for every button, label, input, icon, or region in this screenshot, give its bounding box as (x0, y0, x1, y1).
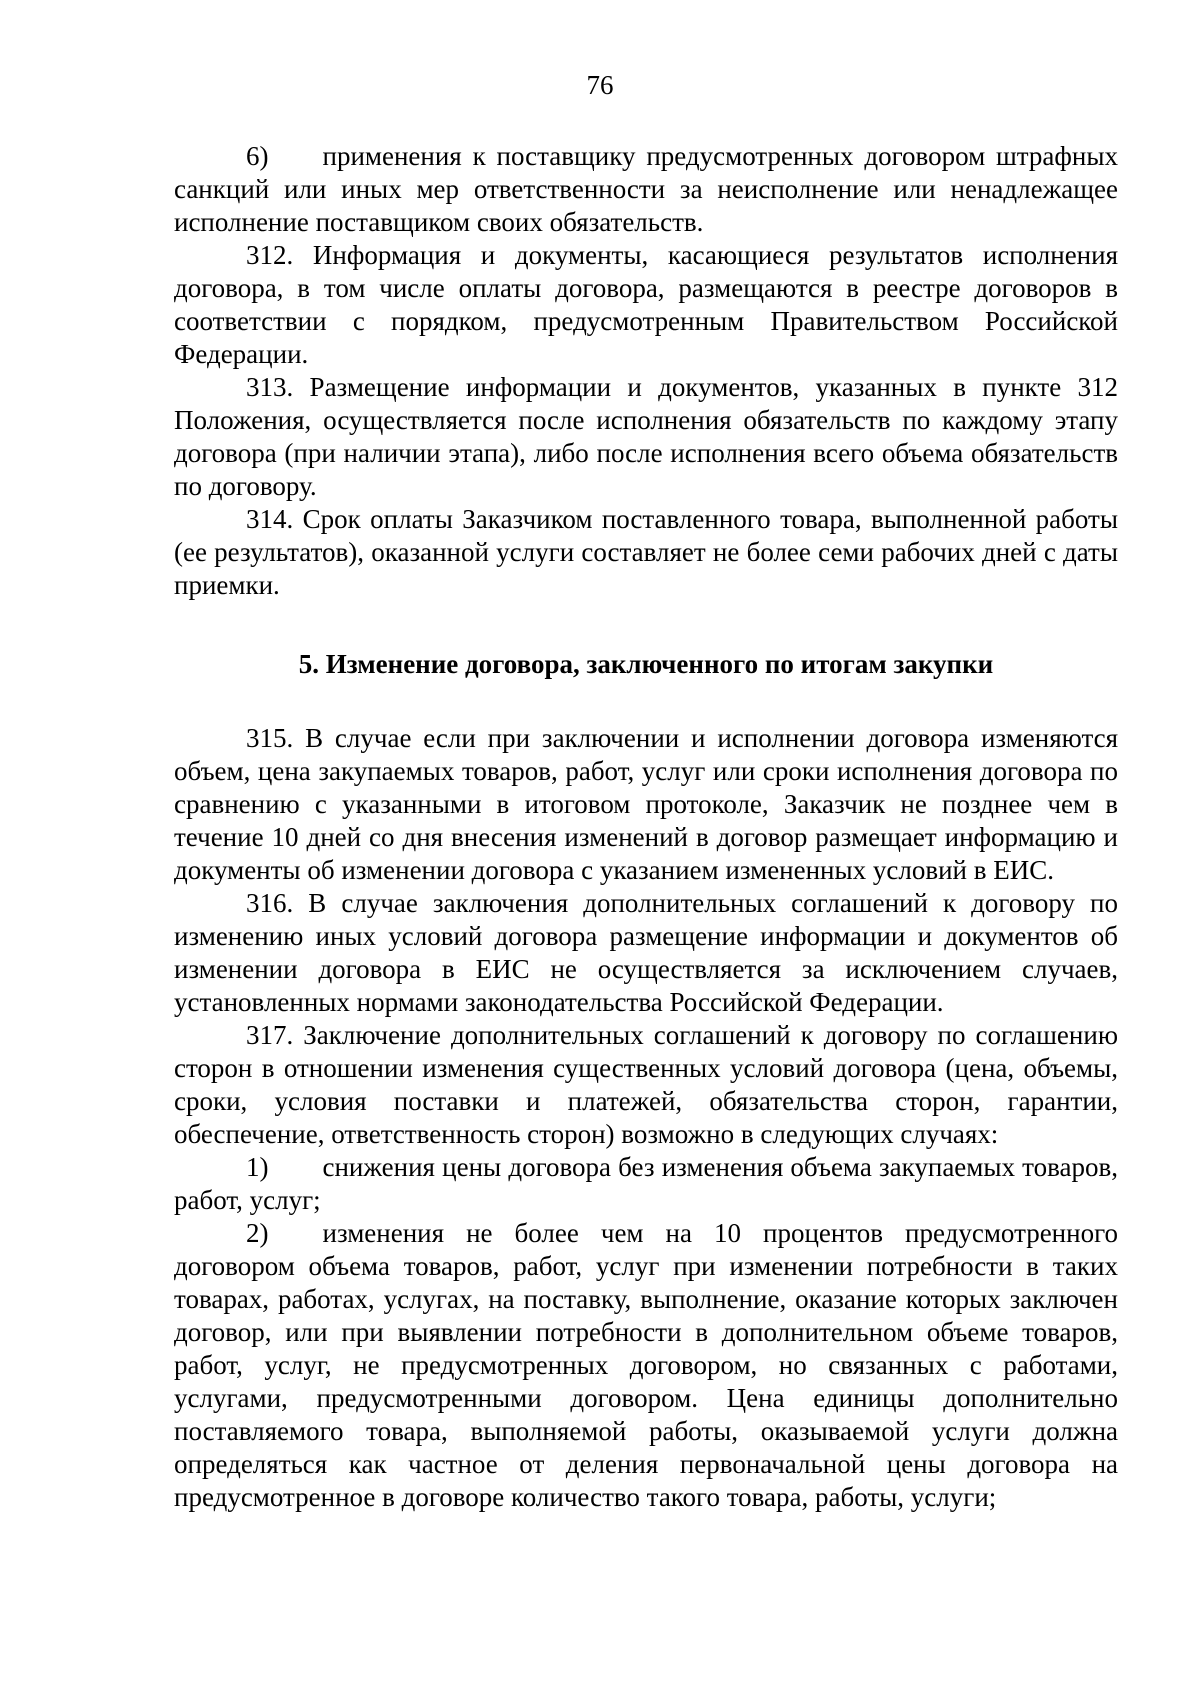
clause-314: 314. Срок оплаты Заказчиком поставленного товара, выполненной работы (ее результатов), оказанной услуги составляет не более семи рабочих дней с даты приемки. (174, 504, 1118, 600)
list-item-6: 6) применения к поставщику предусмотренных договором штрафных санкций или иных мер ответственности за неисполнение или ненадлежащее исполнение поставщиком своих обязательств. (174, 141, 1118, 237)
clause-317: 317. Заключение дополнительных соглашений к договору по соглашению сторон в отношении изменения существенных условий договора (цена, объемы, сроки, условия поставки и платежей, обязательства сторон, гарантии, обеспечение, ответственность сторон) возможно в следующих случаях: (174, 1020, 1118, 1149)
section-heading: 5. Изменение договора, заключенного по итогам закупки (298, 649, 994, 679)
list-item-1: 1) снижения цены договора без изменения объема закупаемых товаров, работ, услуг; (174, 1152, 1118, 1215)
document-body (174, 140, 1118, 1514)
page-number: 76 (586, 70, 614, 100)
clause-316: 316. В случае заключения дополнительных соглашений к договору по изменению иных условий договора размещение информации и документов об изменении договора в ЕИС не осуществляется за исключением случаев, установленных нормами законодательства Российской Федерации. (174, 888, 1118, 1017)
clause-315: 315. В случае если при заключении и исполнении договора изменяются объем, цена закупаемых товаров, работ, услуг или сроки исполнения договора по сравнению с указанными в итоговом протоколе, Заказчик не позднее чем в течение 10 дней со дня внесения изменений в договор размещает информацию и документы об изменении договора с указанием измененных условий в ЕИС. (174, 723, 1118, 885)
clause-313: 313. Размещение информации и документов, указанных в пункте 312 Положения, осуществляется после исполнения обязательств по каждому этапу договора (при наличии этапа), либо после исполнения всего объема обязательств по договору. (174, 372, 1118, 501)
clause-312: 312. Информация и документы, касающиеся результатов исполнения договора, в том числе оплаты договора, размещаются в реестре договоров в соответствии с порядком, предусмотренным Правительством Российской Федерации. (174, 240, 1118, 369)
list-item-2: 2) изменения не более чем на 10 процентов предусмотренного договором объема товаров, работ, услуг при изменении потребности в таких товарах, работах, услугах, на поставку, выполнение, оказание которых заключен договор, или при выявлении потребности в дополнительном объеме товаров, работ, услуг, не предусмотренных договором, но связанных с работами, услугами, предусмотренными договором. Цена единицы дополнительно поставляемого товара, выполняемой работы, оказываемой услуги должна определяться как частное от деления первоначальной цены договора на предусмотренное в договоре количество такого товара, работы, услуги; (174, 1218, 1118, 1512)
